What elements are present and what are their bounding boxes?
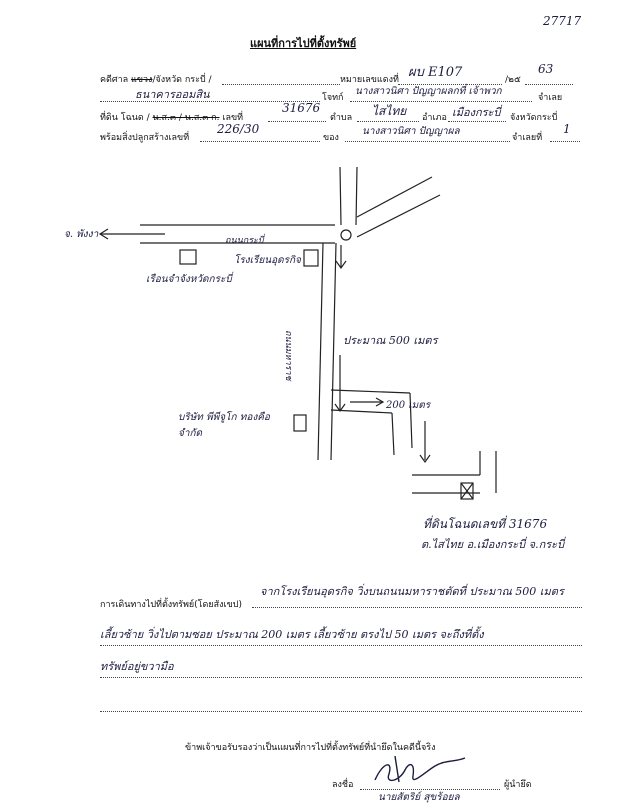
school-box: [304, 250, 318, 266]
court-struck: แขวง: [131, 75, 153, 85]
plaintiff-value: ธนาคารออมสิน: [135, 88, 210, 101]
map-label-school: โรงเรียนอุดรกิจ: [234, 255, 301, 266]
case-year-label: /๒๕: [505, 75, 521, 85]
page-title: แผนที่การไปที่ตั้งทรัพย์: [250, 37, 357, 50]
north-road-edge: [356, 167, 357, 225]
defendant-suffix: จำเลย: [538, 93, 563, 103]
owner-line: [345, 141, 510, 142]
owner-label: ของ: [323, 133, 339, 143]
roundabout: [341, 230, 351, 240]
ne-road-edge: [357, 195, 440, 237]
amphoe-value: เมืองกระบี่: [452, 106, 501, 119]
map-label-company: บริษัท พีพีจูโก ทองคือ: [178, 412, 270, 423]
directions-line-1: จากโรงเรียนอุดรกิจ วิ่งบนถนนมหาราชตัดที่ ประมาณ 500 เมตร: [260, 585, 564, 598]
building-label: พร้อมสิ่งปลูกสร้างเลขที่: [100, 133, 190, 143]
directions-rule-3: [100, 677, 582, 678]
land-no-label: เลขที่: [222, 113, 244, 123]
directions-label: การเดินทางไปที่ตั้งทรัพย์(โดยสังเขป): [100, 600, 242, 610]
land-struck: น.ส.๓ / น.ส.๓ ก.: [152, 113, 220, 123]
map-label-200m: 200 เมตร: [386, 400, 431, 411]
maharat-road-edge: [331, 243, 336, 460]
map-label-500m: ประมาณ 500 เมตร: [343, 334, 438, 347]
directions-rule-4: [100, 711, 582, 712]
directions-line-2: เลี้ยวซ้าย วิ่งไปตามซอย ประมาณ 200 เมตร เลี้ยวซ้าย ตรงไป 50 เมตร จะถึงที่ตั้ง: [100, 628, 484, 641]
north-road-edge: [340, 167, 341, 225]
signature-role: ผู้นำยึด: [504, 780, 532, 790]
land-no-value: 31676: [282, 101, 321, 115]
case-no-value: ผบ E107: [408, 65, 463, 80]
directions-rule-2: [100, 645, 582, 646]
court-label: [100, 72, 212, 86]
map-label-parcel-2: ต.ไสไทย อ.เมืองกระบี่ จ.กระบี่: [421, 538, 565, 551]
shrine-box: [180, 250, 196, 264]
company-box: [294, 415, 306, 431]
map-label-krabi-road: ถนนกระบี่: [225, 236, 264, 246]
map-label-company-2: จำกัด: [178, 428, 203, 439]
ne-road-edge: [357, 177, 432, 217]
tambon-line: [357, 121, 419, 122]
owner-value: นางสาวนิศา ปัญญาผล: [362, 126, 460, 137]
land-label-text: ที่ดิน โฉนด /: [100, 113, 150, 123]
amphoe-label: อำเภอ: [422, 113, 447, 123]
tambon-label: ตำบล: [330, 113, 353, 123]
directions-line-3: ทรัพย์อยู่ขวามือ: [100, 660, 174, 673]
signature-name: นายสัตริย์ สุขร้อยล: [378, 792, 460, 803]
amphoe-line: [448, 121, 506, 122]
case-no-label: หมายเลขแดงที่: [340, 75, 399, 85]
map-label-shrine: เรือนจำจังหวัดกระบี่: [146, 274, 232, 285]
court-prefix: คดีศาล: [100, 75, 129, 85]
soi-edge: [392, 413, 394, 455]
location-map: [0, 155, 619, 555]
land-no-line: [268, 121, 326, 122]
province-label: จังหวัดกระบี่: [510, 113, 558, 123]
signature-mark: [365, 752, 475, 790]
map-label-parcel: ที่ดินโฉนดเลขที่ 31676: [423, 517, 548, 531]
signature-label: ลงชื่อ: [332, 780, 354, 790]
case-year-line: [525, 84, 573, 85]
map-label-maharat-road: ถนนมหาราช: [283, 330, 293, 381]
defendant-no-line: [550, 141, 580, 142]
court-suffix: /จังหวัด กระบี่ /: [152, 75, 212, 85]
tambon-value: ไสไทย: [372, 104, 407, 118]
certification-text: ข้าพเจ้าขอรับรองว่าเป็นแผนที่การไปที่ตั้งทรัพย์ที่นำยึดในคดีนี้จริง: [185, 743, 436, 753]
maharat-road-edge: [318, 243, 323, 460]
map-label-phangnga: จ. พังงา: [64, 229, 99, 240]
building-value: 226/30: [217, 122, 260, 136]
court-line: [222, 84, 340, 85]
building-line: [200, 141, 320, 142]
case-year-value: 63: [538, 62, 554, 76]
document-number: 27717: [543, 14, 582, 28]
defendant-value: นางสาวนิศา ปัญญาผลกที่ เจ้าพวก: [355, 86, 502, 97]
directions-rule-1: [252, 607, 582, 608]
defendant-no-label: จำเลยที่: [512, 133, 543, 143]
plaintiff-role-label: โจทก์: [322, 93, 344, 103]
soi-edge: [331, 390, 410, 393]
defendant-no-value: 1: [563, 122, 571, 136]
